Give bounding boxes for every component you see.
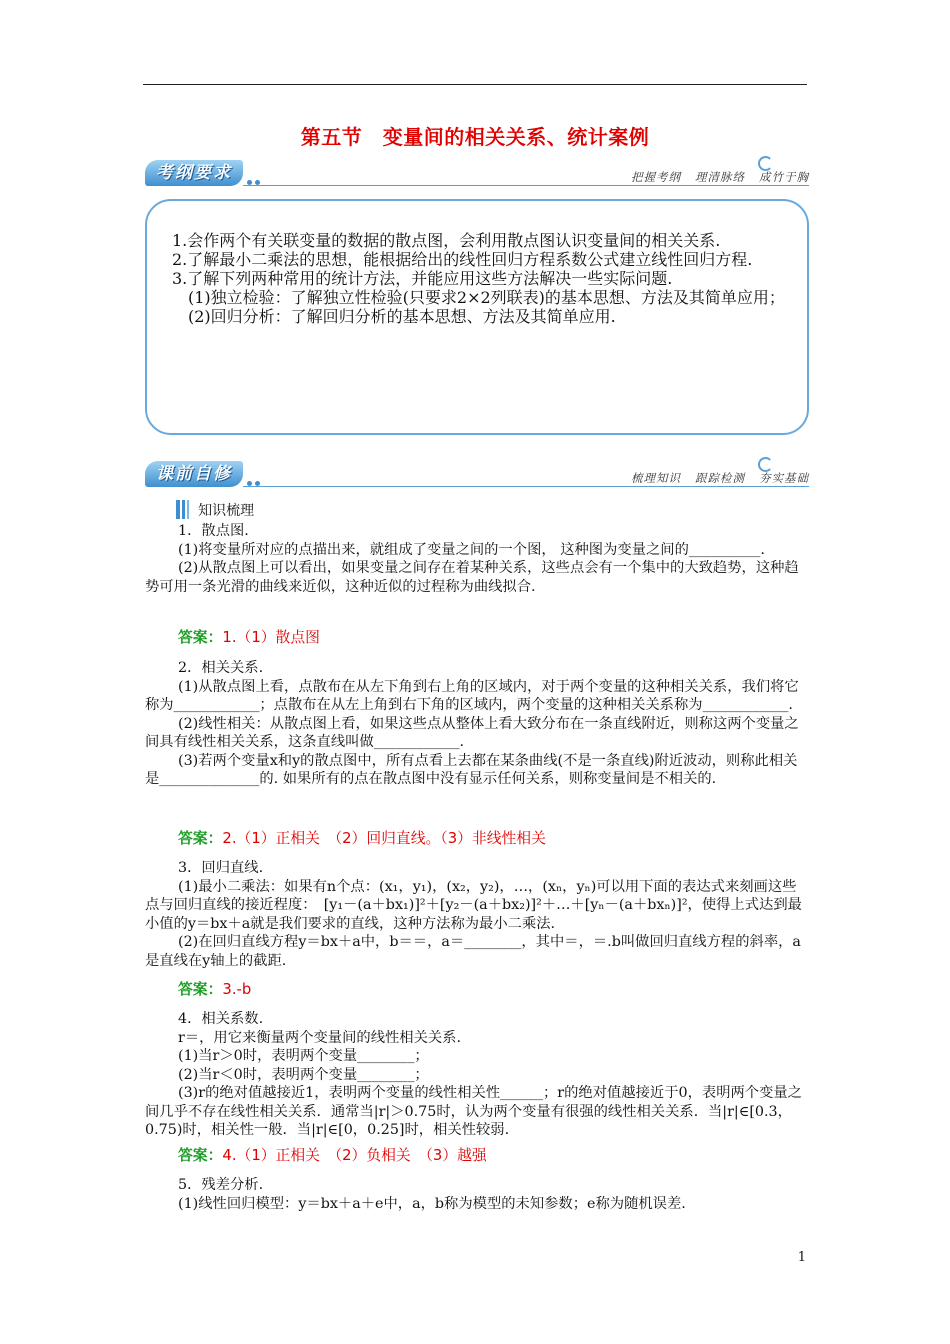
banner-line — [243, 185, 809, 186]
section-scatter: 1．散点图. (1)将变量所对应的点描出来，就组成了变量之间的一个图， 这种图为变量之间的__________. (2)从散点图上可以看出，如果变量之间存在着某种关系，这些点会有一个集中的大致趋势，这种趋势可用一条光滑的曲线来近似，这种近似的过程称为曲线拟合. — [145, 523, 799, 595]
top-rule — [143, 84, 807, 85]
requirement-item: 1.会作两个有关联变量的数据的散点图，会利用散点图认识变量间的相关关系. — [172, 231, 721, 250]
dots-icon — [247, 471, 267, 479]
page-title: 第五节 变量间的相关关系、统计案例 — [300, 125, 650, 149]
section-regression-line: 3．回归直线. (1)最小二乘法：如果有n个点：(x₁，y₁)，(x₂，y₂)，…，(xₙ，yₙ)可以用下面的表达式来刻画这些点与回归直线的接近程度： [y₁－(a＋bx₁)]²＋[y₂－(a＋bx₂)]²＋…＋[yₙ－(a＋bxₙ)]²，使得上式达到最小值的y＝bx＋a就是我们要求的直线，这种方法称为最小二乘法. (2)在回归直线方程y＝bx＋a中，b＝＝，a＝________，其中＝，＝.b叫做回归直线方程的斜率，a是直线在y轴上的截距. — [145, 860, 802, 969]
bars-icon — [176, 500, 180, 519]
section-correlation-coefficient: 4．相关系数. r＝，用它来衡量两个变量间的线性相关关系. (1)当r＞0时，表明两个变量________； (2)当r＜0时，表明两个变量________； (3)r的绝对值越接近1，表明两个变量的线性相关性______；r的绝对值越接近于0，表明两个变量之间几乎不存在线性相关关系．通常当|r|＞0.75时，认为两个变量有很强的线性相关关系．当|r|∈[0.3，0.75)时，相关性一般．当|r|∈[0，0.25]时，相关性较弱. — [145, 1011, 802, 1138]
answer-3: 答案：3.-b — [178, 981, 252, 998]
requirement-item: 3.了解下列两种常用的统计方法，并能应用这些方法解决一些实际问题. — [172, 269, 673, 288]
banner-tag: 考纲要求 — [145, 160, 243, 186]
section-label: 知识梳理 — [176, 499, 254, 521]
page-number: 1 — [797, 1250, 806, 1265]
banner-line — [243, 486, 809, 487]
answer-1: 答案：1.（1）散点图 — [178, 629, 320, 646]
banner-motto: 梳理知识 跟踪检测 夯实基础 — [631, 471, 809, 485]
banner-syllabus — [145, 160, 809, 188]
requirement-item: (2)回归分析：了解回归分析的基本思想、方法及其简单应用. — [172, 307, 616, 326]
banner-preview — [145, 461, 809, 489]
banner-tag: 课前自修 — [145, 461, 243, 487]
dots-icon — [247, 170, 267, 178]
section-residual: 5．残差分析. (1)线性回归模型：y＝bx＋a＋e中，a，b称为模型的未知参数；e称为随机误差. — [178, 1177, 686, 1212]
requirement-item: 2.了解最小二乘法的思想，能根据给出的线性回归方程系数公式建立线性回归方程. — [172, 250, 753, 269]
section-correlation: 2．相关关系. (1)从散点图上看，点散布在从左下角到右上角的区域内，对于两个变量的这种相关关系，我们将它称为____________；点散布在从左上角到右下角的区域内，两个变量的这种相关关系称为____________. (2)线性相关：从散点图上看，如果这些点从整体上看大致分布在一条直线附近，则称这两个变量之间具有线性相关关系，这条直线叫做____________. (3)若两个变量x和y的散点图中，所有点看上去都在某条曲线(不是一条直线)附近波动，则称此相关是______________的. 如果所有的点在散点图中没有显示任何关系，则称变量间是不相关的. — [145, 660, 799, 787]
banner-motto: 把握考纲 理清脉络 成竹于胸 — [631, 170, 809, 184]
answer-4: 答案：4.（1）正相关 （2）负相关 （3）越强 — [178, 1147, 487, 1164]
answer-2: 答案：2.（1）正相关 （2）回归直线。（3）非线性相关 — [178, 830, 546, 847]
requirement-item: (1)独立检验：了解独立性检验(只要求2×2列联表)的基本思想、方法及其简单应用； — [172, 288, 785, 307]
requirements-text — [172, 231, 792, 326]
